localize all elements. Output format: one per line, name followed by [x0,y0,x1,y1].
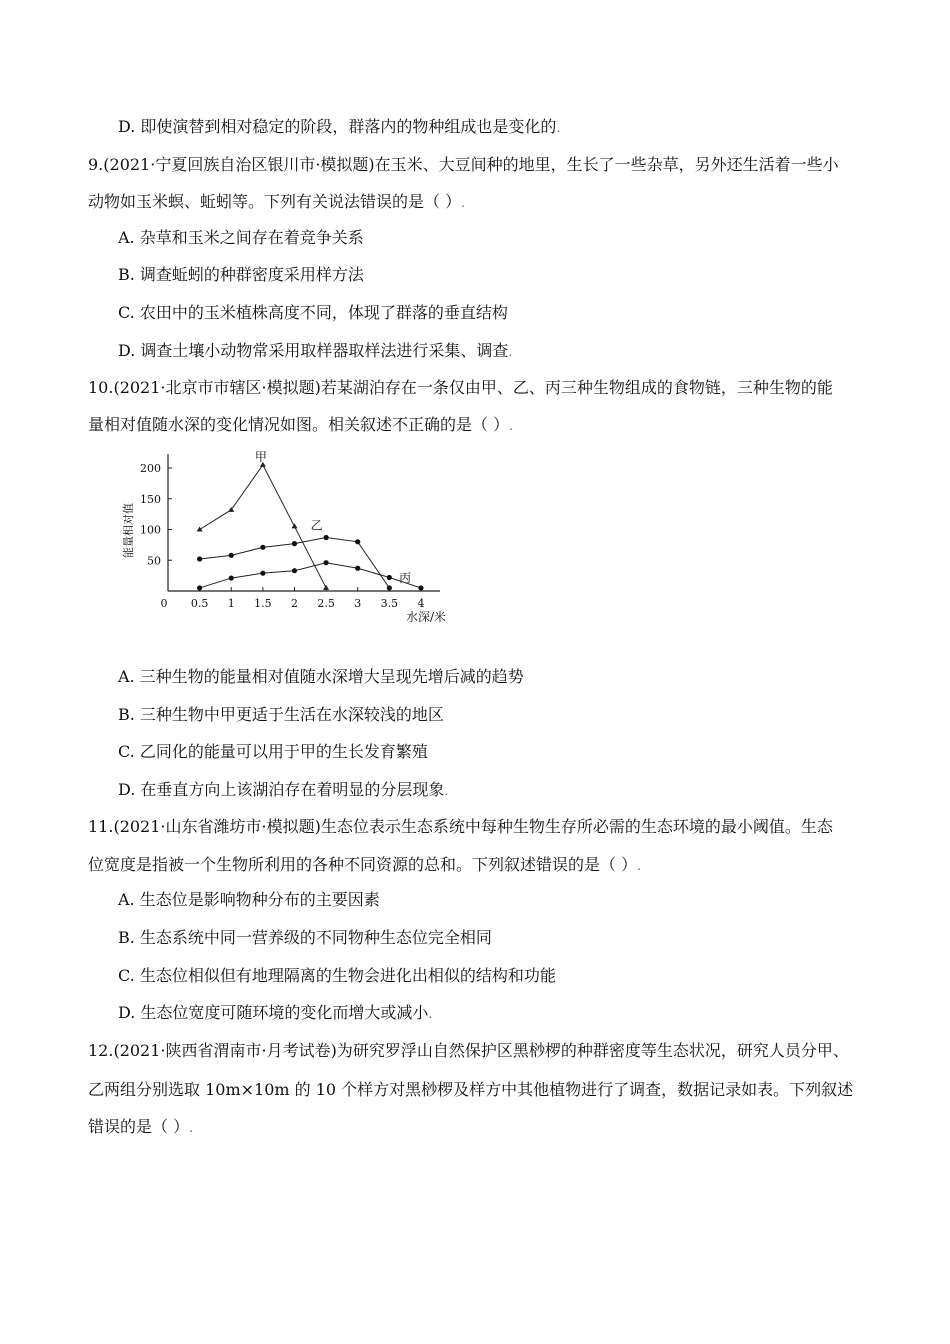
q9-option-a: A. 杂草和玉米之间存在着竞争关系 [118,228,364,247]
data-point [355,539,360,544]
q9-stem-line1: 9.(2021·宁夏回族自治区银川市·模拟题)在玉米、大豆间种的地里，生长了一些杂草，另外还生活着一些小 [88,155,839,174]
data-point [418,585,423,590]
y-tick-label: 150 [140,492,161,506]
series-label-0: 甲 [254,449,267,464]
q8-option-d: D. 即使演替到相对稳定的阶段，群落内的物种组成也是变化的. [118,117,561,136]
q12-stem-line3: 错误的是（ ）. [88,1117,193,1136]
y-axis-label: 能量相对值 [122,503,135,558]
data-point [291,523,297,528]
y-tick-label: 50 [147,554,161,568]
q10-option-c: C. 乙同化的能量可以用于甲的生长发育繁殖 [118,742,428,761]
x-tick-label: 0.5 [190,597,209,610]
q11-option-d: D. 生态位宽度可随环境的变化而增大或减小. [118,1003,433,1022]
q11-option-c: C. 生态位相似但有地理隔离的生物会进化出相似的结构和功能 [118,966,556,985]
q11-option-b: B. 生态系统中同一营养级的不同物种生态位完全相同 [118,928,492,947]
data-point [355,566,360,571]
data-point [229,553,234,558]
data-point [197,556,202,561]
x-axis-label: 水深/米 [405,610,446,624]
q12-stem-line1: 12.(2021·陕西省渭南市·月考试卷)为研究罗浮山自然保护区黑桫椤的种群密度等生态状况，研究人员分甲、 [88,1041,849,1060]
q9-option-d: D. 调查土壤小动物常采用取样器取样法进行采集、调查. [118,341,513,360]
data-point [260,545,265,550]
x-tick-label: 1 [227,597,235,610]
series-label-2: 丙 [399,570,412,585]
q10-stem-line2: 量相对值随水深的变化情况如图。相关叙述不正确的是（ ）. [88,415,513,434]
data-point [229,575,234,580]
q9-stem-line2: 动物如玉米螟、蚯蚓等。下列有关说法错误的是（ ）. [88,192,465,211]
data-point [387,575,392,580]
y-tick-label: 100 [140,523,161,537]
x-tick-label: 2 [290,597,298,610]
energy-depth-chart [118,446,488,636]
x-tick-label: 0 [160,597,168,610]
data-point [324,535,329,540]
q10-stem-line1: 10.(2021·北京市市辖区·模拟题)若某湖泊存在一条仅由甲、乙、丙三种生物组成的食物链，三种生物的能 [88,378,833,397]
x-tick-label: 1.5 [254,597,272,610]
chart-axes [121,454,446,624]
q9-option-c: C. 农田中的玉米植株高度不同，体现了群落的垂直结构 [118,303,508,322]
q11-stem-line1: 11.(2021·山东省潍坊市·模拟题)生态位表示生态系统中每种生物生存所必需的生态环境的最小阈值。生态 [88,817,833,836]
q11-option-a: A. 生态位是影响物种分布的主要因素 [118,890,380,909]
q10-option-d: D. 在垂直方向上该湖泊存在着明显的分层现象. [118,780,449,799]
data-point [323,585,329,590]
x-tick-label: 3 [354,597,362,610]
data-point [292,541,297,546]
q11-stem-line2: 位宽度是指被一个生物所利用的各种不同资源的总和。下列叙述错误的是（ ）. [88,855,641,874]
data-point [387,585,392,590]
x-tick-label: 4 [417,597,425,610]
q10-option-b: B. 三种生物中甲更适于生活在水深较浅的地区 [118,705,444,724]
y-tick-label: 200 [140,462,161,475]
q9-option-b: B. 调查蚯蚓的种群密度采用样方法 [118,265,364,284]
q12-stem-line2: 乙两组分别选取 10m×10m 的 10 个样方对黑桫椤及样方中其他植物进行了调查，数据记录如表。下列叙述 [88,1080,854,1099]
data-point [324,560,329,565]
data-point [292,568,297,573]
data-point [197,527,203,532]
series-line-0 [200,465,326,588]
x-tick-label: 3.5 [380,597,399,610]
data-point [197,585,202,590]
series-line-2 [200,563,421,588]
data-point [260,571,265,576]
series-label-1: 乙 [310,518,323,533]
x-tick-label: 2.5 [317,597,335,610]
chart-series [197,450,424,591]
q10-option-a: A. 三种生物的能量相对值随水深增大呈现先增后减的趋势 [118,667,524,686]
